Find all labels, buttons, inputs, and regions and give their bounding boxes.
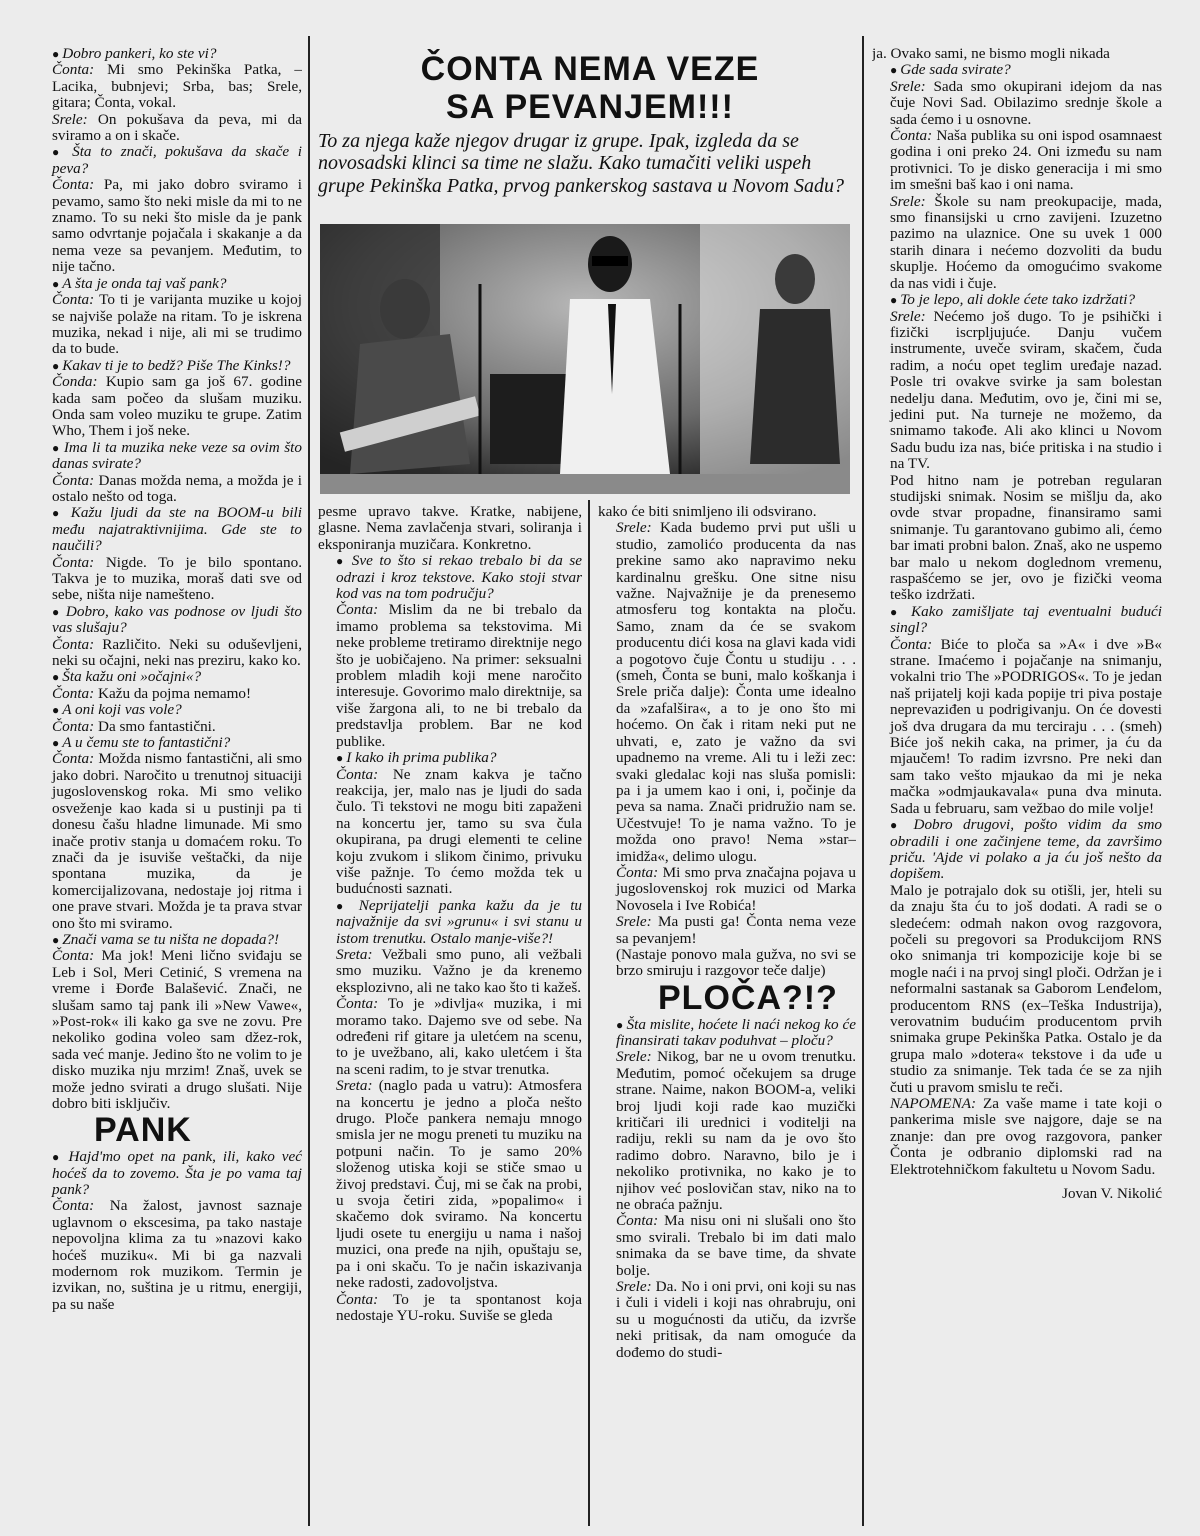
answer-text: Ma jok! Meni lično sviđaju se Leb i Sol, Meri Cetinić, S vremena na vreme i Đorđe Balašević. Znači, ne slušam samo taj pank ili »New Vawe«, »Post-rok« ili kako ga sve ne zovu. Pre nekoliko godina voleo sam džez-rok, sada već manje. Jedino što ne volim to je disko muzika nju mrzim! Znaš, uvek se može jedno svirati a drugo slušati. Nije dobro biti isključiv. (52, 947, 302, 1112)
interview-answer (872, 46, 1162, 62)
interview-question: ● Gde sada svirate? (872, 62, 1162, 78)
interview-question: ● Dobro drugovi, pošto vidim da smo obradili i one začinjene teme, da završimo priču. 'Ajde vi polako a ja ću još nešto da dopišem. (872, 817, 1162, 883)
interview-answer (318, 1292, 582, 1325)
speaker-name: Srele: (890, 307, 926, 325)
answer-text: Nigde. To je bilo spontano. Takva je to muzika, moraš dati sve od sebe, ništa nije namešteno. (52, 553, 302, 604)
speaker-name: Čonda: (52, 373, 98, 391)
interview-question: ● I kako ih prima publika? (318, 750, 582, 766)
interview-question: ● Hajd'mo opet na pank, ili, kako već hoćeš da to zovemo. Šta je po vama taj pank? (34, 1149, 302, 1198)
speaker-name: Čonta: (52, 61, 95, 79)
answer-text: Ma nisu oni ni slušali ono što smo svirali. Trebalo bi im dati malo snimaka da se bave time, da shvate bolje. (616, 1212, 856, 1279)
interview-answer (34, 555, 302, 604)
speaker-name: Čonta: (616, 1212, 659, 1230)
speaker-name: Sreta: (336, 1077, 373, 1095)
speaker-name: Srele: (890, 192, 926, 210)
interview-answer (34, 719, 302, 735)
answer-text: Vežbali smo puno, ali vežbali smo muziku. Važno je da krenemo eksplozivno, ali ne tako kao što ti kažeš. (336, 945, 582, 996)
interview-answer (34, 637, 302, 670)
answer-text: Nikog, bar ne u ovom trenutku. Međutim, pomoć očekujem sa druge strane. Naime, nakon BOOM-a, veliki broj ljudi koji rade kao muzički kritičari ili urednici i voditelji na radiju, rekli su nam da je ovo što radimo dobro. Naravno, bilo je i nekoliko protivnika, no kako je to njihov već poslovičan stav, niko na to ne obraća pažnju. (616, 1048, 856, 1213)
speaker-name: Čonta: (52, 684, 95, 702)
column-divider (862, 36, 864, 1526)
interview-answer (872, 309, 1162, 473)
interview-answer (318, 504, 582, 553)
answer-text: Mislim da ne bi trebalo da imamo problema sa tekstovima. Mi neke probleme tretiramo direktnije nego što je uobičajeno. Na primer: seksualni problem mladih koji mene naročito interesuje. Govorimo malo direktnije, sa više žargona ali, to ne bi trebalo da predstavlja problem. Bar ne kod publike. (336, 601, 582, 750)
interview-answer (598, 865, 856, 914)
interview-answer (34, 1198, 302, 1313)
answer-text: Malo je potrajalo dok su otišli, jer, hteli su da znaju šta ću to još dodati. A radi se o sledećem: odmah nakon ovog razgovora, počeli su pregovori sa Produkcijom RNS oko snimanja tri kompozicije koje bi se mogle naći i na prvoj singl ploči. Održan je i neformalni sastanak sa Gaborom Lenđelom, producentom RNS (ex–Teška Industrija), verovatnim budućim producentom prvih snimaka grupe Pekinška Patka. Ostalo je da grupa malo »dotera« tekstove i da uđe u studio za snimanje. Tek tada će se za njih čuti u pravom smislu te reči. (890, 881, 1162, 1096)
article-title (330, 50, 850, 126)
column-divider (588, 500, 590, 1526)
interview-question: ● A oni koji vas vole? (34, 702, 302, 718)
band-photo-illustration (320, 224, 850, 494)
interview-answer (34, 374, 302, 440)
section-heading: PLOČA?!? (658, 978, 838, 1017)
section-heading: PANK (94, 1111, 192, 1150)
answer-text: On pokušava da peva, mi da sviramo a on i skače. (52, 110, 302, 145)
interview-question: ● Dobro, kako vas podnose ov ljudi što vas slušaju? (34, 604, 302, 637)
answer-text: Biće to ploča sa »A« i dve »B« strane. Imaćemo i pojačanje na snimanju, vokalni trio The »PODRIGOS«. To je jedan naš prijatelj koji kada popije tri piva postaje neprevaziđen u podrigivanju. On će dovesti još dva drugara da mu terciraju . . . (smeh) Biće još nekih caka, na primer, ja ću da mjaučem! To radim izvrsno. Pre neki dan sam tako vešto mjaukao da mi je neka mačka »odmjaukavala« puna dva minuta. Sada u februaru, sam vežbao do mile volje! (890, 635, 1162, 817)
speaker-name: Čonta: (52, 947, 95, 965)
interview-answer (872, 637, 1162, 817)
speaker-name: Čonta: (52, 291, 95, 309)
speaker-name: Čonta: (336, 765, 379, 783)
interview-question: ● Ima li ta muzika neke veze sa ovim što danas svirate? (34, 440, 302, 473)
answer-text: (Nastaje ponovo mala gužva, no svi se brzo smiruju i razgovor teče dalje) (616, 945, 856, 980)
band-photo (320, 224, 850, 494)
interview-answer (34, 62, 302, 111)
interview-question: ● A šta je onda taj vaš pank? (34, 276, 302, 292)
speaker-name: Čonta: (52, 750, 95, 768)
answer-text: To je ta spontanost koja nedostaje YU-roku. Suviše se gleda (336, 1290, 582, 1324)
answer-text: Kažu da pojma nemamo! (94, 684, 252, 702)
speaker-name: Čonta: (52, 471, 95, 489)
answer-text: Ne znam kakva je tačno reakcija, jer, malo nas je ljudi do sada čulo. Ti tekstovi ne mogu biti zapaženi na koncertu jer, tamo su sva čula okupirana, pa drugi elementi te celine koju zvukom i slikom činimo, privuku više pažnje. To ćemo možda tek u budućnosti saznati. (336, 765, 582, 898)
answer-text: kako će biti snimljeno ili odsvirano. (598, 504, 817, 520)
interview-answer (598, 914, 856, 947)
speaker-name: Srele: (890, 77, 926, 95)
article-lead: To za njega kaže njegov drugar iz grupe. Ipak, izgleda da se novosadski klinci sa time ne slažu. Kako tumačiti veliki uspeh grupe Pekinška Patka, prvog pankerskog sastava u Novom Sadu? (318, 130, 845, 197)
speaker-name: Čonta: (52, 176, 95, 194)
interview-question: ● Sve to što si rekao trebalo bi da se odrazi i kroz tekstove. Kako stoji stvar kod vas na tom području? (318, 553, 582, 602)
interview-answer (598, 504, 856, 520)
interview-answer (34, 112, 302, 145)
answer-text: Sada smo okupirani idejom da nas čuje Novi Sad. Obilazimo srednje škole a sada ćemo i u osnovne. (890, 77, 1162, 128)
column-divider (308, 36, 310, 1526)
answer-text: To je »divlja« muzika, i mi moramo tako. Dajemo sve od sebe. Na određeni rif gitare ja uletćem na scenu, to je uvežbano, ali, kako uletćem i šta na sceni radim, to je stvar trenutka. (336, 995, 582, 1078)
interview-answer (318, 1078, 582, 1291)
speaker-name: Srele: (616, 519, 652, 537)
speaker-name: Srele: (616, 1048, 652, 1066)
interview-answer (872, 128, 1162, 194)
speaker-name: Čonta: (52, 1197, 95, 1215)
interview-question: ● Dobro pankeri, ko ste vi? (34, 46, 302, 62)
interview-answer (872, 194, 1162, 292)
answer-text: Škole su nam preokupacije, mada, smo finansijski u crno zavijeni. Izuzetno pazimo na ulaznice. One su uvek 1 000 starih dinara i nećemo dozvoliti da budu skuplje. Hoćemo da omogućimo svakome da nas vidi i čuje. (890, 192, 1162, 292)
interview-answer (872, 473, 1162, 604)
interview-question: ● Znači vama se tu ništa ne dopada?! (34, 932, 302, 948)
interview-question: ● Neprijatelji panka kažu da je tu najvažnije da svi »grunu« i svi stanu u istom trenutku. Ostalo manje-više?! (318, 898, 582, 947)
column-2 (318, 504, 582, 1526)
author-signature: Jovan V. Nikolić (1062, 1186, 1162, 1203)
answer-text: Da smo fantastični. (94, 717, 216, 735)
interview-answer (598, 520, 856, 865)
answer-text: Za vaše mame i tate koji o pankerima misle sve najgore, daje se na znanje: dan pre ovog razgovora, panker Čonta je odbranio diplomski rad na Elektrotehničkom fakultetu u Novom Sadu. (890, 1095, 1162, 1178)
interview-question: ● Šta mislite, hoćete li naći nekog ko će finansirati takav poduhvat – ploču? (598, 1017, 856, 1050)
interview-answer (598, 947, 856, 980)
interview-answer (598, 1213, 856, 1279)
interview-question: ● Šta to znači, pokušava da skače i peva? (34, 144, 302, 177)
speaker-name: Srele: (616, 1278, 652, 1295)
speaker-name: Čonta: (336, 995, 379, 1013)
answer-text: (naglo pada u vatru): Atmosfera na koncertu je jedno a ploča nešto drugo. Ploče pankera nemaju mnogo smisla jer ne mogu preneti tu muziku na potpuni način. To je samo 20% složenog utiska koji se stiče smao u živoj predstavi. Čuj, mi se čak na probi, u svoja četiri zida, »popalimo« i skačemo dok sviramo. Na koncertu ljudi osete tu energiju u nama i našoj muzici, ona pređe na njih, opuštaju se, pa i oni skaču. To je način iskazivanja neke radosti, zadovoljstva. (336, 1077, 582, 1292)
answer-text: Mi smo Pekinška Patka, – Lacika, bubnjevi; Srba, bas; Srele, gitara; Čonta, vokal. (52, 61, 302, 112)
interview-question: ● Kako zamišljate taj eventualni budući singl? (872, 604, 1162, 637)
interview-answer (318, 602, 582, 750)
answer-text: Možda nismo fantastični, ali smo jako dobri. Naročito u trenutnoj situaciji jugoslovenskog roka. Mi smo veliko osveženje kao kada si u pustinji pa ti donesu čašu hladne limunade. Mi smo inače protiv stanja u domaćem roku. To znači da je isuviše veštački, da nije spontana muzika, da je komercijalizovana, nedostaje joj ritma i one prave stvari. Možda je ta prava stvar ono što mi sviramo. (52, 750, 302, 932)
speaker-name: Srele: (616, 913, 652, 931)
answer-text: Danas možda nema, a možda je i ostalo nešto od toga. (52, 471, 302, 505)
speaker-name: Čonta: (890, 127, 933, 145)
interview-question: ● To je lepo, ali dokle ćete tako izdržati? (872, 292, 1162, 308)
answer-text: To ti je varijanta muzike u kojoj se najviše polaže na ritam. To je iskrena muzika, nekad i nije, ali mi se trudimo da to bude. (52, 291, 302, 358)
title-line-1: ČONTA NEMA VEZE (420, 50, 760, 88)
speaker-name: Čonta: (52, 553, 95, 571)
interview-answer (34, 686, 302, 702)
speaker-name: Sreta: (336, 945, 373, 963)
answer-text: Kada budemo prvi put ušli u studio, zamolićo producenta da nas prekine samo ako napravimo neku kardinalnu grešku. One sitne nisu važne. Najvažnije je da prenesemo atmosferu tog kontakta na ploču. Samo, znam da će se svakom producentu dići kosa na glavi kada vidi a pogotovo čuje Čontu u studiju . . . (smeh, Čonta se buni, malo koškanja i Srele priča dalje): Čonta ume idealno da »zafalšira«, a to je ono što mi hoćemo. On čak i ritam neki put ne uhvati, e, zato je važno da svi upadnemo na vreme. Ali tu i leži zec: svaki gledalac koji nas sluša pomisli: pa i ja umem kao i oni, i, počinje da peva sa nama. Znači pridružio nam se. Učestvuje! To je nama važno. To je možda ono pravo! Nema »star–imidža«, delimo ulogu. (616, 519, 856, 865)
answer-text: Različito. Neki su oduševljeni, neki su očajni, neki nas preziru, kako ko. (52, 635, 302, 670)
interview-answer (872, 79, 1162, 128)
interview-answer (34, 292, 302, 358)
answer-text: Na žalost, javnost saznaje uglavnom o ekscesima, pa tako nastaje nepovoljna klima za tu »nazovi kako hoćeš muziku«. Mi bi ga nazvali modernom rok muzikom. Termin je izvikan, no, suština je u ritmu, energiji, pa su naše (52, 1197, 302, 1313)
answer-text: Pa, mi jako dobro sviramo i pevamo, samo što neki misle da mi to ne znamo. To su neki što misle da je pank samo odvrtanje pojačala i skakanje a da nema veze sa pevanjem. Međutim, to nije tačno. (52, 176, 302, 276)
interview-answer (34, 473, 302, 506)
interview-answer (318, 947, 582, 996)
answer-text: Pod hitno nam je potreban regularan studijski snimak. Nosim se mišlju da, ako ovde stvar propadne, finansiramo sami snimanje. Tu garantovano gubimo ali, ćemo bar imati probni balon. Znaš, ako ne uspemo bar malo u nekom doglednom vremenu, raspašćemo se jer, ovo je fizički veoma teško izdržati. (890, 471, 1162, 604)
interview-answer (318, 996, 582, 1078)
interview-question: ● Kakav ti je to bedž? Piše The Kinks!? (34, 358, 302, 374)
interview-answer (872, 1096, 1162, 1178)
answer-text: Da. No i oni prvi, oni koji su nas i čuli i videli i koji nas ohrabruju, oni su u mogućnosti da utiču, da izvrše neki pritisak, da nam omoguće da dođemo do studi- (616, 1278, 856, 1361)
answer-text: Ma pusti ga! Čonta nema veze sa pevanjem! (616, 913, 856, 947)
interview-answer (318, 767, 582, 898)
interview-question: ● Kažu ljudi da ste na BOOM-u bili među najatraktivnijima. Gde ste to naučili? (34, 505, 302, 554)
interview-answer (598, 1049, 856, 1213)
interview-answer (872, 883, 1162, 1096)
answer-text: Nećemo još dugo. To je psihički i fizički iscrpljujuće. Danju vučem instrumente, uveče sviram, skačem, čuda radim, a noću opet teglim uređaje nazad. Posle tri ovakve svirke ja sam bolestan nedelju dana. Međutim, ovo je, čini mi se, jedini put. Na turneje ne možemo, da snimamo takođe. Ali ako klinci u Novom Sadu budu iza nas, biće pritiska i na studio i na TV. (890, 307, 1162, 473)
interview-question: ● A u čemu ste to fantastični? (34, 735, 302, 751)
interview-answer (34, 751, 302, 931)
speaker-name: Čonta: (52, 635, 95, 653)
column-4 (872, 46, 1162, 1526)
speaker-name: Čonta: (616, 863, 659, 881)
answer-text: ja. Ovako sami, ne bismo mogli nikada (872, 46, 1110, 62)
speaker-name: Čonta: (890, 635, 933, 653)
interview-answer (598, 1279, 856, 1361)
column-3 (598, 504, 856, 1526)
interview-question: ● Šta kažu oni »očajni«? (34, 669, 302, 685)
title-line-2: SA PEVANJEM!!! (446, 88, 734, 127)
answer-text: Naša publika su oni ispod osamnaest godina i oni preko 24. Oni između su nam protivnici. To je disko generacija i mi smo im smešni baš kao i oni nama. (890, 127, 1162, 194)
speaker-name: Čonta: (52, 717, 95, 735)
column-1 (34, 46, 302, 1526)
speaker-name: Srele: (52, 110, 88, 128)
interview-answer (34, 177, 302, 275)
answer-text: Mi smo prva značajna pojava u jugoslovenskoj rok muzici od Marka Novosela i Ive Robića! (616, 863, 856, 914)
speaker-name: NAPOMENA: (890, 1095, 977, 1112)
answer-text: Kupio sam ga još 67. godine kada sam počeo da slušam muziku. Onda sam voleo muziku te grupe. Zatim Who, Them i još neke. (52, 373, 302, 440)
speaker-name: Čonta: (336, 601, 379, 619)
interview-answer (34, 948, 302, 1112)
speaker-name: Čonta: (336, 1290, 379, 1308)
answer-text: pesme upravo takve. Kratke, nabijene, glasne. Nema zavlačenja stvari, soliranja i eksponiranja muzičara. Konkretno. (318, 504, 582, 553)
